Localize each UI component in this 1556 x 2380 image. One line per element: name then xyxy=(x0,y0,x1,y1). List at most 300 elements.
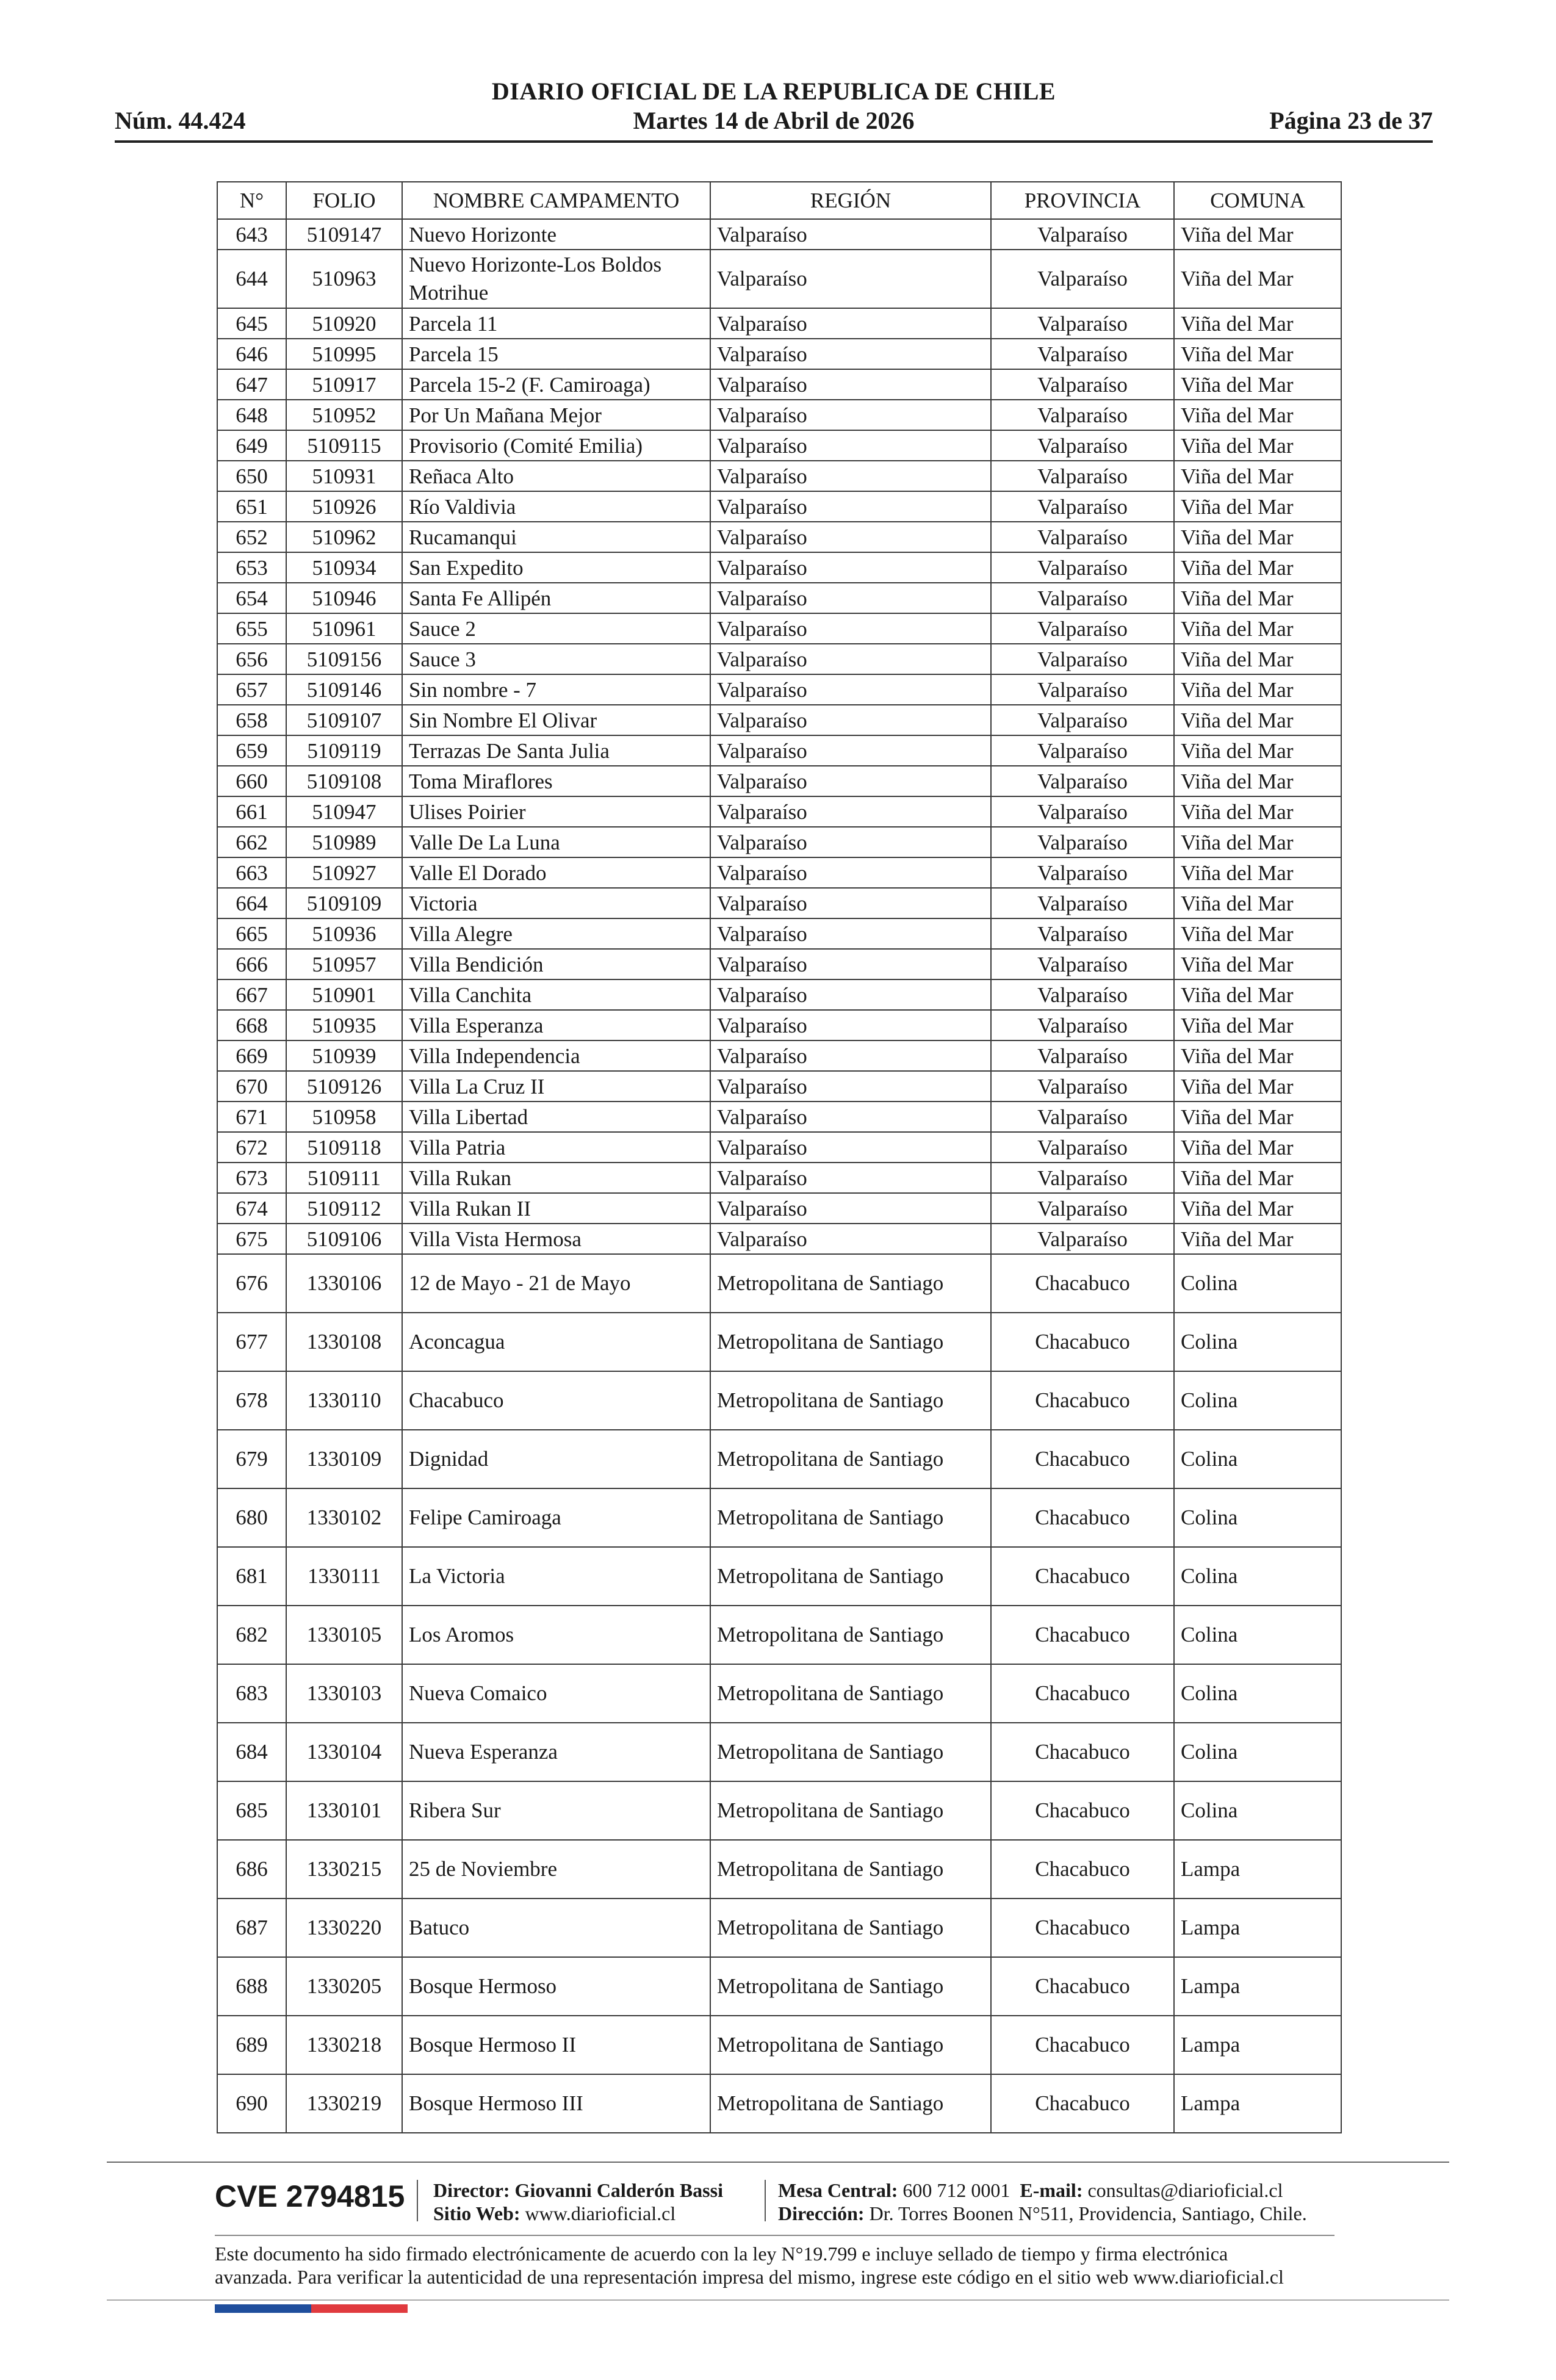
table-row xyxy=(217,735,1341,766)
folio-cell: 510939 xyxy=(286,1040,402,1071)
campamento-name-cell: Villa Bendición xyxy=(402,949,710,979)
folio-cell: 510936 xyxy=(286,918,402,949)
province-cell: Valparaíso xyxy=(991,674,1174,705)
commune-cell: Viña del Mar xyxy=(1174,1010,1341,1040)
region-cell: Valparaíso xyxy=(710,461,991,491)
table-row xyxy=(217,1010,1341,1040)
row-number: 659 xyxy=(217,735,286,766)
legal-notice xyxy=(215,2242,1350,2288)
folio-cell: 510958 xyxy=(286,1102,402,1132)
row-number: 680 xyxy=(217,1488,286,1547)
province-cell: Valparaíso xyxy=(991,888,1174,918)
footer-separator xyxy=(417,2180,418,2221)
row-number: 665 xyxy=(217,918,286,949)
province-cell: Valparaíso xyxy=(991,1193,1174,1224)
campamento-name-cell: Parcela 15-2 (F. Camiroaga) xyxy=(402,369,710,400)
province-cell: Valparaíso xyxy=(991,1040,1174,1071)
commune-cell: Viña del Mar xyxy=(1174,219,1341,250)
flag-stripe-red xyxy=(311,2304,408,2313)
province-cell: Valparaíso xyxy=(991,766,1174,796)
province-cell: Chacabuco xyxy=(991,1547,1174,1606)
campamento-name-cell: Valle De La Luna xyxy=(402,827,710,857)
commune-cell: Lampa xyxy=(1174,2074,1341,2133)
table-row xyxy=(217,1957,1341,2016)
website-link[interactable]: www.diarioficial.cl xyxy=(525,2202,676,2224)
folio-cell: 1330109 xyxy=(286,1430,402,1488)
page-header xyxy=(115,72,1433,145)
campamento-name-cell: Sauce 3 xyxy=(402,644,710,674)
campamento-name-cell: Sin nombre - 7 xyxy=(402,674,710,705)
footer-separator xyxy=(765,2180,766,2221)
region-cell: Metropolitana de Santiago xyxy=(710,1254,991,1313)
campamento-name-cell: 12 de Mayo - 21 de Mayo xyxy=(402,1254,710,1313)
campamento-name-cell: Por Un Mañana Mejor xyxy=(402,400,710,430)
folio-cell: 1330110 xyxy=(286,1371,402,1430)
province-cell: Valparaíso xyxy=(991,1132,1174,1163)
row-number: 667 xyxy=(217,979,286,1010)
footer-divider xyxy=(107,2162,1449,2163)
commune-cell: Colina xyxy=(1174,1781,1341,1840)
province-cell: Chacabuco xyxy=(991,1488,1174,1547)
commune-cell: Viña del Mar xyxy=(1174,613,1341,644)
campamento-name-cell: Parcela 15 xyxy=(402,339,710,369)
campamento-name-cell: Reñaca Alto xyxy=(402,461,710,491)
folio-cell: 510961 xyxy=(286,613,402,644)
folio-cell: 5109106 xyxy=(286,1224,402,1254)
commune-cell: Viña del Mar xyxy=(1174,796,1341,827)
row-number: 657 xyxy=(217,674,286,705)
table-row xyxy=(217,1371,1341,1430)
folio-cell: 1330218 xyxy=(286,2016,402,2074)
row-number: 662 xyxy=(217,827,286,857)
region-cell: Valparaíso xyxy=(710,1163,991,1193)
row-number: 674 xyxy=(217,1193,286,1224)
row-number: 658 xyxy=(217,705,286,735)
row-number: 686 xyxy=(217,1840,286,1899)
region-cell: Metropolitana de Santiago xyxy=(710,1664,991,1723)
column-header-folio: FOLIO xyxy=(286,182,402,219)
folio-cell: 510934 xyxy=(286,552,402,583)
commune-cell: Viña del Mar xyxy=(1174,583,1341,613)
province-cell: Chacabuco xyxy=(991,1957,1174,2016)
region-cell: Metropolitana de Santiago xyxy=(710,1781,991,1840)
row-number: 648 xyxy=(217,400,286,430)
commune-cell: Lampa xyxy=(1174,1957,1341,2016)
flag-stripe-blue xyxy=(215,2304,311,2313)
region-cell: Valparaíso xyxy=(710,491,991,522)
folio-cell: 1330102 xyxy=(286,1488,402,1547)
folio-cell: 1330219 xyxy=(286,2074,402,2133)
campamento-name-cell: Toma Miraflores xyxy=(402,766,710,796)
folio-cell: 1330220 xyxy=(286,1899,402,1957)
director-label: Director: xyxy=(433,2179,510,2201)
region-cell: Valparaíso xyxy=(710,1040,991,1071)
folio-cell: 5109112 xyxy=(286,1193,402,1224)
table-row xyxy=(217,674,1341,705)
campamento-name-cell: Villa Patria xyxy=(402,1132,710,1163)
region-cell: Valparaíso xyxy=(710,1071,991,1102)
folio-cell: 1330205 xyxy=(286,1957,402,2016)
region-cell: Metropolitana de Santiago xyxy=(710,1606,991,1664)
row-number: 654 xyxy=(217,583,286,613)
campamento-name-cell: Villa Alegre xyxy=(402,918,710,949)
campamento-name-cell: Villa Rukan II xyxy=(402,1193,710,1224)
commune-cell: Lampa xyxy=(1174,1840,1341,1899)
commune-cell: Colina xyxy=(1174,1254,1341,1313)
commune-cell: Viña del Mar xyxy=(1174,369,1341,400)
region-cell: Valparaíso xyxy=(710,827,991,857)
commune-cell: Viña del Mar xyxy=(1174,766,1341,796)
commune-cell: Viña del Mar xyxy=(1174,979,1341,1010)
column-header-name: NOMBRE CAMPAMENTO xyxy=(402,182,710,219)
column-header-commune: COMUNA xyxy=(1174,182,1341,219)
commune-cell: Lampa xyxy=(1174,2016,1341,2074)
table-row xyxy=(217,552,1341,583)
region-cell: Valparaíso xyxy=(710,583,991,613)
table-row xyxy=(217,491,1341,522)
province-cell: Valparaíso xyxy=(991,705,1174,735)
region-cell: Metropolitana de Santiago xyxy=(710,1488,991,1547)
legal-divider xyxy=(215,2235,1334,2236)
region-cell: Valparaíso xyxy=(710,1193,991,1224)
campamentos-table xyxy=(217,181,1342,2133)
region-cell: Valparaíso xyxy=(710,400,991,430)
row-number: 655 xyxy=(217,613,286,644)
campamento-name-cell: Bosque Hermoso xyxy=(402,1957,710,2016)
province-cell: Chacabuco xyxy=(991,1371,1174,1430)
province-cell: Valparaíso xyxy=(991,552,1174,583)
region-cell: Metropolitana de Santiago xyxy=(710,1371,991,1430)
row-number: 666 xyxy=(217,949,286,979)
campamento-name-cell: Villa Esperanza xyxy=(402,1010,710,1040)
table-body xyxy=(217,219,1341,2133)
folio-cell: 1330108 xyxy=(286,1313,402,1371)
table-row xyxy=(217,1163,1341,1193)
commune-cell: Viña del Mar xyxy=(1174,430,1341,461)
table-row xyxy=(217,1840,1341,1899)
campamento-name-cell: Río Valdivia xyxy=(402,491,710,522)
province-cell: Valparaíso xyxy=(991,400,1174,430)
folio-cell: 1330103 xyxy=(286,1664,402,1723)
commune-cell: Viña del Mar xyxy=(1174,1163,1341,1193)
row-number: 683 xyxy=(217,1664,286,1723)
province-cell: Valparaíso xyxy=(991,979,1174,1010)
row-number: 677 xyxy=(217,1313,286,1371)
commune-cell: Colina xyxy=(1174,1606,1341,1664)
commune-cell: Viña del Mar xyxy=(1174,1071,1341,1102)
table-row xyxy=(217,250,1341,308)
commune-cell: Colina xyxy=(1174,1664,1341,1723)
contact-block xyxy=(778,2179,1307,2225)
region-cell: Valparaíso xyxy=(710,888,991,918)
table-row xyxy=(217,613,1341,644)
campamento-name-cell: Villa Rukan xyxy=(402,1163,710,1193)
folio-cell: 510926 xyxy=(286,491,402,522)
table-row xyxy=(217,827,1341,857)
folio-cell: 510931 xyxy=(286,461,402,491)
campamento-name-cell: Bosque Hermoso III xyxy=(402,2074,710,2133)
folio-cell: 510963 xyxy=(286,250,402,308)
campamento-name-cell: Sin Nombre El Olivar xyxy=(402,705,710,735)
commune-cell: Viña del Mar xyxy=(1174,308,1341,339)
commune-cell: Viña del Mar xyxy=(1174,1193,1341,1224)
row-number: 650 xyxy=(217,461,286,491)
province-cell: Valparaíso xyxy=(991,1224,1174,1254)
column-header-number: N° xyxy=(217,182,286,219)
row-number: 646 xyxy=(217,339,286,369)
email-link[interactable]: consultas@diarioficial.cl xyxy=(1087,2179,1283,2201)
table-row xyxy=(217,644,1341,674)
campamento-name-cell: Batuco xyxy=(402,1899,710,1957)
province-cell: Valparaíso xyxy=(991,491,1174,522)
row-number: 676 xyxy=(217,1254,286,1313)
table-row xyxy=(217,1606,1341,1664)
province-cell: Chacabuco xyxy=(991,1254,1174,1313)
campamento-name-cell: Sauce 2 xyxy=(402,613,710,644)
table-row xyxy=(217,522,1341,552)
region-cell: Metropolitana de Santiago xyxy=(710,1723,991,1781)
folio-cell: 510995 xyxy=(286,339,402,369)
region-cell: Valparaíso xyxy=(710,949,991,979)
region-cell: Valparaíso xyxy=(710,250,991,308)
table-row xyxy=(217,1430,1341,1488)
campamento-name-cell: Santa Fe Allipén xyxy=(402,583,710,613)
table-row xyxy=(217,1040,1341,1071)
region-cell: Metropolitana de Santiago xyxy=(710,1313,991,1371)
province-cell: Chacabuco xyxy=(991,1606,1174,1664)
row-number: 664 xyxy=(217,888,286,918)
table-row xyxy=(217,400,1341,430)
province-cell: Chacabuco xyxy=(991,1664,1174,1723)
page-indicator: Página 23 de 37 xyxy=(1269,107,1433,134)
region-cell: Metropolitana de Santiago xyxy=(710,1899,991,1957)
campamento-name-cell: Nueva Comaico xyxy=(402,1664,710,1723)
table-row xyxy=(217,461,1341,491)
row-number: 682 xyxy=(217,1606,286,1664)
commune-cell: Viña del Mar xyxy=(1174,1132,1341,1163)
row-number: 673 xyxy=(217,1163,286,1193)
folio-cell: 510935 xyxy=(286,1010,402,1040)
table-row xyxy=(217,1102,1341,1132)
campamento-name-cell: Villa La Cruz II xyxy=(402,1071,710,1102)
folio-cell: 5109126 xyxy=(286,1071,402,1102)
folio-cell: 5109156 xyxy=(286,644,402,674)
campamento-name-cell: Rucamanqui xyxy=(402,522,710,552)
region-cell: Valparaíso xyxy=(710,308,991,339)
region-cell: Metropolitana de Santiago xyxy=(710,2074,991,2133)
province-cell: Valparaíso xyxy=(991,339,1174,369)
row-number: 685 xyxy=(217,1781,286,1840)
row-number: 647 xyxy=(217,369,286,400)
table-row xyxy=(217,796,1341,827)
province-cell: Valparaíso xyxy=(991,1163,1174,1193)
region-cell: Valparaíso xyxy=(710,552,991,583)
folio-cell: 1330104 xyxy=(286,1723,402,1781)
legal-notice-line: Este documento ha sido firmado electrónicamente de acuerdo con la ley N°19.799 e incluye sellado de tiempo y firma electrónica xyxy=(215,2243,1228,2265)
campamento-name-cell: La Victoria xyxy=(402,1547,710,1606)
table-header-row xyxy=(217,182,1341,219)
province-cell: Chacabuco xyxy=(991,1430,1174,1488)
province-cell: Valparaíso xyxy=(991,219,1174,250)
row-number: 684 xyxy=(217,1723,286,1781)
folio-cell: 510989 xyxy=(286,827,402,857)
folio-cell: 5109107 xyxy=(286,705,402,735)
table-row xyxy=(217,857,1341,888)
campamento-name-cell: Bosque Hermoso II xyxy=(402,2016,710,2074)
campamento-name-cell: Parcela 11 xyxy=(402,308,710,339)
province-cell: Chacabuco xyxy=(991,1781,1174,1840)
folio-cell: 5109118 xyxy=(286,1132,402,1163)
table-row xyxy=(217,583,1341,613)
region-cell: Valparaíso xyxy=(710,674,991,705)
publication-title: DIARIO OFICIAL DE LA REPUBLICA DE CHILE xyxy=(491,78,1056,105)
folio-cell: 510946 xyxy=(286,583,402,613)
table-row xyxy=(217,369,1341,400)
row-number: 645 xyxy=(217,308,286,339)
address-value: Dr. Torres Boonen N°511, Providencia, Santiago, Chile. xyxy=(869,2202,1307,2224)
commune-cell: Viña del Mar xyxy=(1174,705,1341,735)
table-row xyxy=(217,1488,1341,1547)
commune-cell: Viña del Mar xyxy=(1174,1040,1341,1071)
table-row xyxy=(217,2016,1341,2074)
region-cell: Valparaíso xyxy=(710,644,991,674)
table-row xyxy=(217,1313,1341,1371)
row-number: 649 xyxy=(217,430,286,461)
campamento-name-cell: Victoria xyxy=(402,888,710,918)
province-cell: Valparaíso xyxy=(991,827,1174,857)
cve-code: CVE 2794815 xyxy=(215,2179,405,2213)
row-number: 689 xyxy=(217,2016,286,2074)
row-number: 678 xyxy=(217,1371,286,1430)
table-row xyxy=(217,1132,1341,1163)
table-row xyxy=(217,219,1341,250)
campamento-name-cell: Chacabuco xyxy=(402,1371,710,1430)
issue-number: Núm. 44.424 xyxy=(115,107,246,134)
folio-cell: 5109109 xyxy=(286,888,402,918)
region-cell: Valparaíso xyxy=(710,613,991,644)
row-number: 690 xyxy=(217,2074,286,2133)
region-cell: Valparaíso xyxy=(710,1132,991,1163)
table-row xyxy=(217,1723,1341,1781)
campamento-name-cell: Aconcagua xyxy=(402,1313,710,1371)
province-cell: Chacabuco xyxy=(991,1313,1174,1371)
table-row xyxy=(217,1781,1341,1840)
region-cell: Valparaíso xyxy=(710,735,991,766)
province-cell: Valparaíso xyxy=(991,796,1174,827)
region-cell: Valparaíso xyxy=(710,705,991,735)
commune-cell: Viña del Mar xyxy=(1174,1224,1341,1254)
folio-cell: 510927 xyxy=(286,857,402,888)
region-cell: Valparaíso xyxy=(710,1224,991,1254)
province-cell: Valparaíso xyxy=(991,522,1174,552)
province-cell: Valparaíso xyxy=(991,1071,1174,1102)
table-row xyxy=(217,1664,1341,1723)
row-number: 679 xyxy=(217,1430,286,1488)
folio-cell: 510962 xyxy=(286,522,402,552)
commune-cell: Viña del Mar xyxy=(1174,949,1341,979)
address-label: Dirección: xyxy=(778,2202,865,2224)
commune-cell: Colina xyxy=(1174,1547,1341,1606)
commune-cell: Viña del Mar xyxy=(1174,522,1341,552)
region-cell: Metropolitana de Santiago xyxy=(710,1547,991,1606)
campamento-name-cell: Nuevo Horizonte xyxy=(402,219,710,250)
commune-cell: Viña del Mar xyxy=(1174,918,1341,949)
row-number: 681 xyxy=(217,1547,286,1606)
province-cell: Valparaíso xyxy=(991,857,1174,888)
commune-cell: Viña del Mar xyxy=(1174,250,1341,308)
column-header-region: REGIÓN xyxy=(710,182,991,219)
phone-label: Mesa Central: xyxy=(778,2179,898,2201)
commune-cell: Lampa xyxy=(1174,1899,1341,1957)
row-number: 661 xyxy=(217,796,286,827)
folio-cell: 510947 xyxy=(286,796,402,827)
region-cell: Valparaíso xyxy=(710,369,991,400)
table-row xyxy=(217,339,1341,369)
folio-cell: 5109108 xyxy=(286,766,402,796)
table-row xyxy=(217,949,1341,979)
folio-cell: 510901 xyxy=(286,979,402,1010)
header-divider xyxy=(115,140,1433,143)
row-number: 644 xyxy=(217,250,286,308)
province-cell: Valparaíso xyxy=(991,613,1174,644)
row-number: 668 xyxy=(217,1010,286,1040)
commune-cell: Viña del Mar xyxy=(1174,827,1341,857)
folio-cell: 510917 xyxy=(286,369,402,400)
phone-value: 600 712 0001 xyxy=(902,2179,1010,2201)
province-cell: Chacabuco xyxy=(991,1723,1174,1781)
table-row xyxy=(217,979,1341,1010)
director-name: Giovanni Calderón Bassi xyxy=(514,2179,723,2201)
row-number: 688 xyxy=(217,1957,286,2016)
province-cell: Valparaíso xyxy=(991,918,1174,949)
folio-cell: 5109111 xyxy=(286,1163,402,1193)
campamento-name-cell: 25 de Noviembre xyxy=(402,1840,710,1899)
commune-cell: Viña del Mar xyxy=(1174,491,1341,522)
legal-notice-line: avanzada. Para verificar la autenticidad de una representación impresa del mismo, ingrese este código en el sitio web www.diarioficial.cl xyxy=(215,2266,1284,2288)
row-number: 671 xyxy=(217,1102,286,1132)
region-cell: Metropolitana de Santiago xyxy=(710,1430,991,1488)
province-cell: Valparaíso xyxy=(991,250,1174,308)
row-number: 663 xyxy=(217,857,286,888)
commune-cell: Colina xyxy=(1174,1371,1341,1430)
commune-cell: Viña del Mar xyxy=(1174,644,1341,674)
campamento-name-cell: Ribera Sur xyxy=(402,1781,710,1840)
folio-cell: 510952 xyxy=(286,400,402,430)
table-row xyxy=(217,1071,1341,1102)
folio-cell: 510920 xyxy=(286,308,402,339)
campamento-name-cell: San Expedito xyxy=(402,552,710,583)
issue-date: Martes 14 de Abril de 2026 xyxy=(633,107,915,134)
row-number: 652 xyxy=(217,522,286,552)
province-cell: Chacabuco xyxy=(991,2074,1174,2133)
region-cell: Valparaíso xyxy=(710,1010,991,1040)
table-row xyxy=(217,1193,1341,1224)
campamento-name-cell: Villa Libertad xyxy=(402,1102,710,1132)
commune-cell: Colina xyxy=(1174,1488,1341,1547)
province-cell: Chacabuco xyxy=(991,1840,1174,1899)
region-cell: Valparaíso xyxy=(710,1102,991,1132)
campamento-name-cell: Villa Independencia xyxy=(402,1040,710,1071)
province-cell: Valparaíso xyxy=(991,583,1174,613)
region-cell: Metropolitana de Santiago xyxy=(710,2016,991,2074)
table-row xyxy=(217,766,1341,796)
website-label: Sitio Web: xyxy=(433,2202,520,2224)
region-cell: Valparaíso xyxy=(710,857,991,888)
campamento-name-cell: Villa Vista Hermosa xyxy=(402,1224,710,1254)
folio-cell: 510957 xyxy=(286,949,402,979)
table-row xyxy=(217,430,1341,461)
campamento-name-cell: Provisorio (Comité Emilia) xyxy=(402,430,710,461)
